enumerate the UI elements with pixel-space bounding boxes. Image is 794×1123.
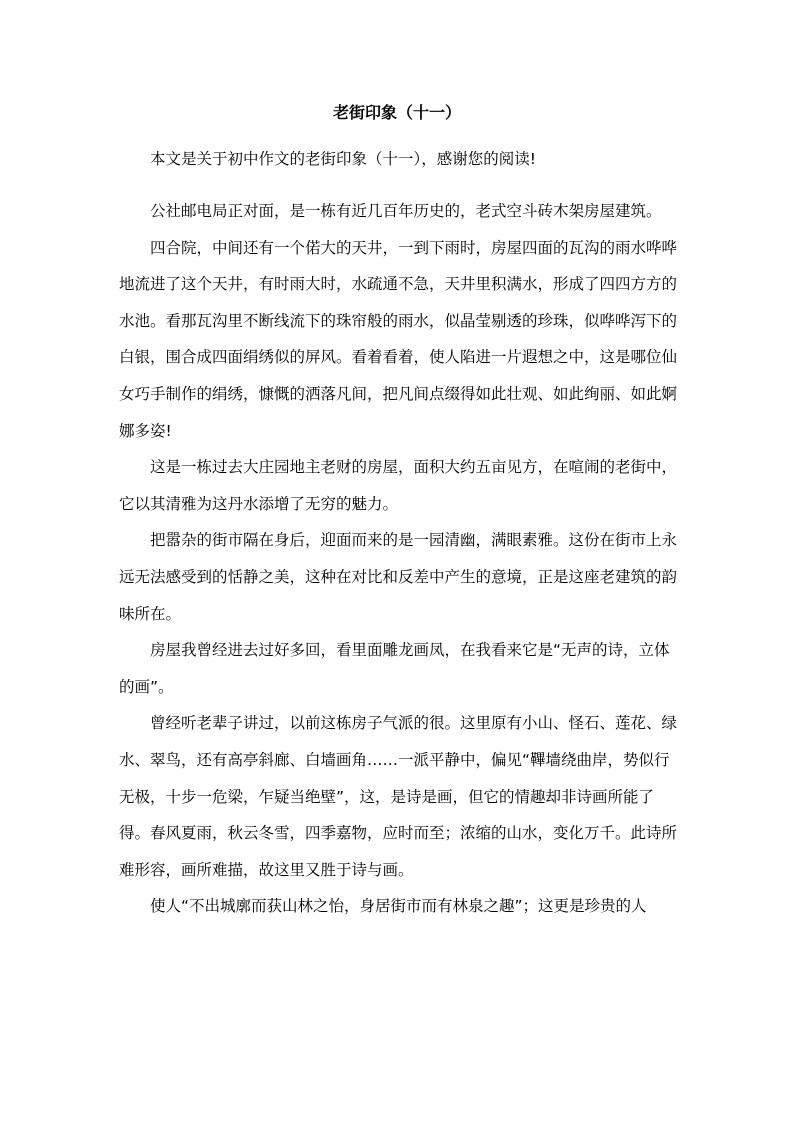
paragraph-4: 把嚣杂的街市隔在身后，迎面而来的是一园清幽，满眼素雅。这份在街市上永远无法感受到的恬静之美，这种在对比和反差中产生的意境，正是这座老建筑的韵味所在。 [119,531,678,623]
paragraph-1: 公社邮电局正对面，是一栋有近几百年历史的，老式空斗砖木架房屋建筑。 [150,202,662,220]
paragraph-7: 使人“不出城廓而获山林之怡，身居街市而有林泉之趣”；这更是珍贵的人 [150,897,647,916]
intro-block [119,141,685,178]
article-body [119,193,685,925]
intro-paragraph: 本文是关于初中作文的老街印象（十一），感谢您的阅读! [150,150,536,168]
paragraph-3: 这是一栋过去大庄园地主老财的房屋，面积大约五亩见方，在喧闹的老街中，它以其清雅为这丹水添增了无穷的魅力。 [119,458,678,513]
document-title: 老街印象（十一） [332,103,461,122]
paragraph-6: 曾经听老辈子讲过，以前这栋房子气派的很。这里原有小山、怪石、莲花、绿水、翠鸟，还有高亭斜廊、白墙画角……一派平静中，偏见“鞸墙绕曲岸，势似行无极，十步一危梁，乍疑当绝壁”，这，是诗是画，但它的情趣却非诗画所能了得。春风夏雨，秋云冬雪，四季嘉物，应时而至；浓缩的山水，变化万千。此诗所难形容，画所难描，故这里又胜于诗与画。 [119,714,678,879]
paragraph-5: 房屋我曾经进去过好多回，看里面雕龙画凤，在我看来它是“无声的诗，立体的画”。 [119,641,670,696]
paragraph-2: 四合院，中间还有一个偌大的天井，一到下雨时，房屋四面的瓦沟的雨水哗哗地流进了这个天井，有时雨大时，水疏通不急，天井里积满水，形成了四四方方的水池。看那瓦沟里不断线流下的珠帘般的雨水，似晶莹剔透的珍珠，似哗哗泻下的白银，围合成四面绢绣似的屏风。看着看着，使人陷进一片遐想之中，这是哪位仙女巧手制作的绢绣，慷慨的洒落凡间，把凡间点缀得如此壮观、如此绚丽、如此婀娜多姿! [119,238,678,440]
